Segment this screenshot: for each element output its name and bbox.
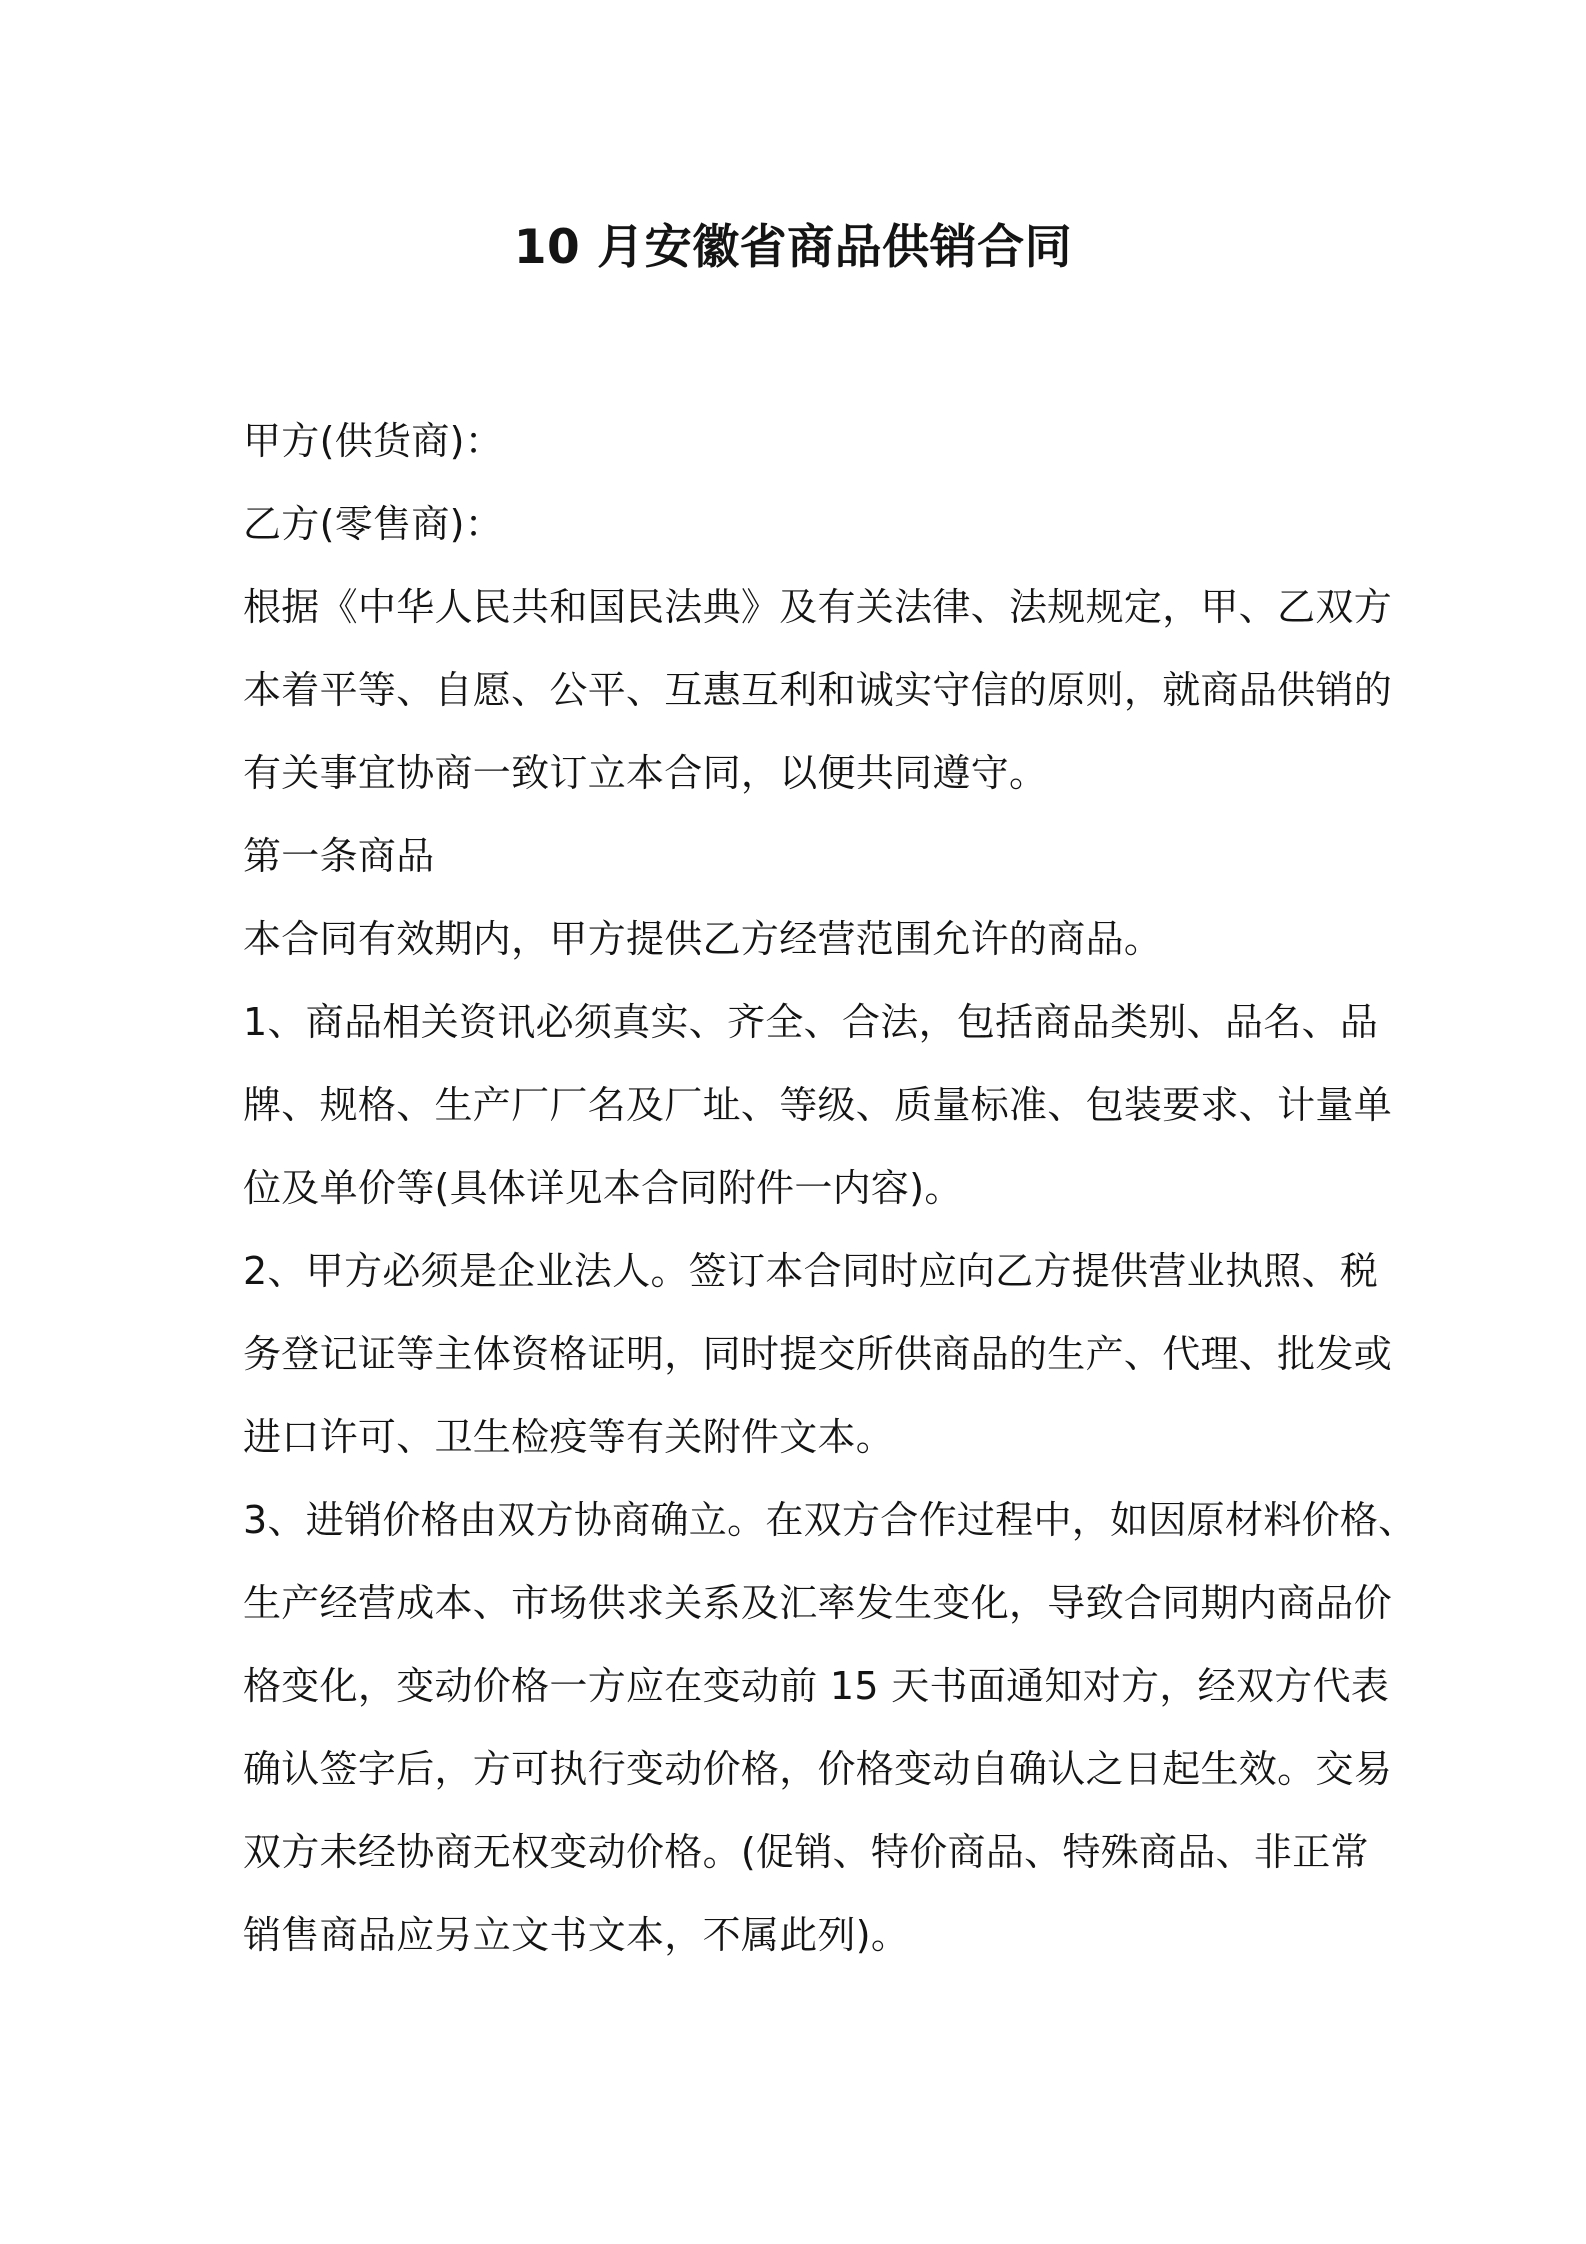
clause-3-line-5: 双方未经协商无权变动价格。(促销、特价商品、特殊商品、非正常 — [243, 1830, 1369, 1874]
preamble-line-3: 有关事宜协商一致订立本合同，以便共同遵守。 — [243, 751, 1048, 795]
party-b-line: 乙方(零售商)： — [243, 502, 504, 546]
clause-3-line-1: 3、进销价格由双方协商确立。在双方合作过程中，如因原材料价格、 — [243, 1498, 1417, 1542]
clause-1-line-3: 位及单价等(具体详见本合同附件一内容)。 — [243, 1166, 963, 1210]
preamble-line-1: 根据《中华人民共和国民法典》及有关法律、法规规定，甲、乙双方 — [243, 585, 1393, 629]
document-body — [243, 400, 1417, 1977]
clause-1-line-2: 牌、规格、生产厂厂名及厂址、等级、质量标准、包装要求、计量单 — [243, 1083, 1393, 1127]
clause-2-line-1: 2、甲方必须是企业法人。签订本合同时应向乙方提供营业执照、税 — [243, 1249, 1379, 1293]
article-1-intro: 本合同有效期内，甲方提供乙方经营范围允许的商品。 — [243, 917, 1163, 961]
clause-1-line-1: 1、商品相关资讯必须真实、齐全、合法，包括商品类别、品名、品 — [243, 1000, 1379, 1044]
document-title: 10 月安徽省商品供销合同 — [513, 220, 1073, 275]
clause-2-line-3: 进口许可、卫生检疫等有关附件文本。 — [243, 1415, 895, 1459]
clause-3-line-6: 销售商品应另立文书文本，不属此列)。 — [243, 1913, 910, 1957]
article-1-heading: 第一条商品 — [243, 834, 435, 878]
party-a-line: 甲方(供货商)： — [243, 419, 504, 463]
clause-3-line-3: 格变化，变动价格一方应在变动前 15 天书面通知对方，经双方代表 — [243, 1664, 1390, 1708]
clause-3-line-4: 确认签字后，方可执行变动价格，价格变动自确认之日起生效。交易 — [243, 1747, 1393, 1791]
clause-2-line-2: 务登记证等主体资格证明，同时提交所供商品的生产、代理、批发或 — [243, 1332, 1393, 1376]
clause-3-line-2: 生产经营成本、市场供求关系及汇率发生变化，导致合同期内商品价 — [243, 1581, 1393, 1625]
preamble-line-2: 本着平等、自愿、公平、互惠互利和诚实守信的原则，就商品供销的 — [243, 668, 1393, 712]
